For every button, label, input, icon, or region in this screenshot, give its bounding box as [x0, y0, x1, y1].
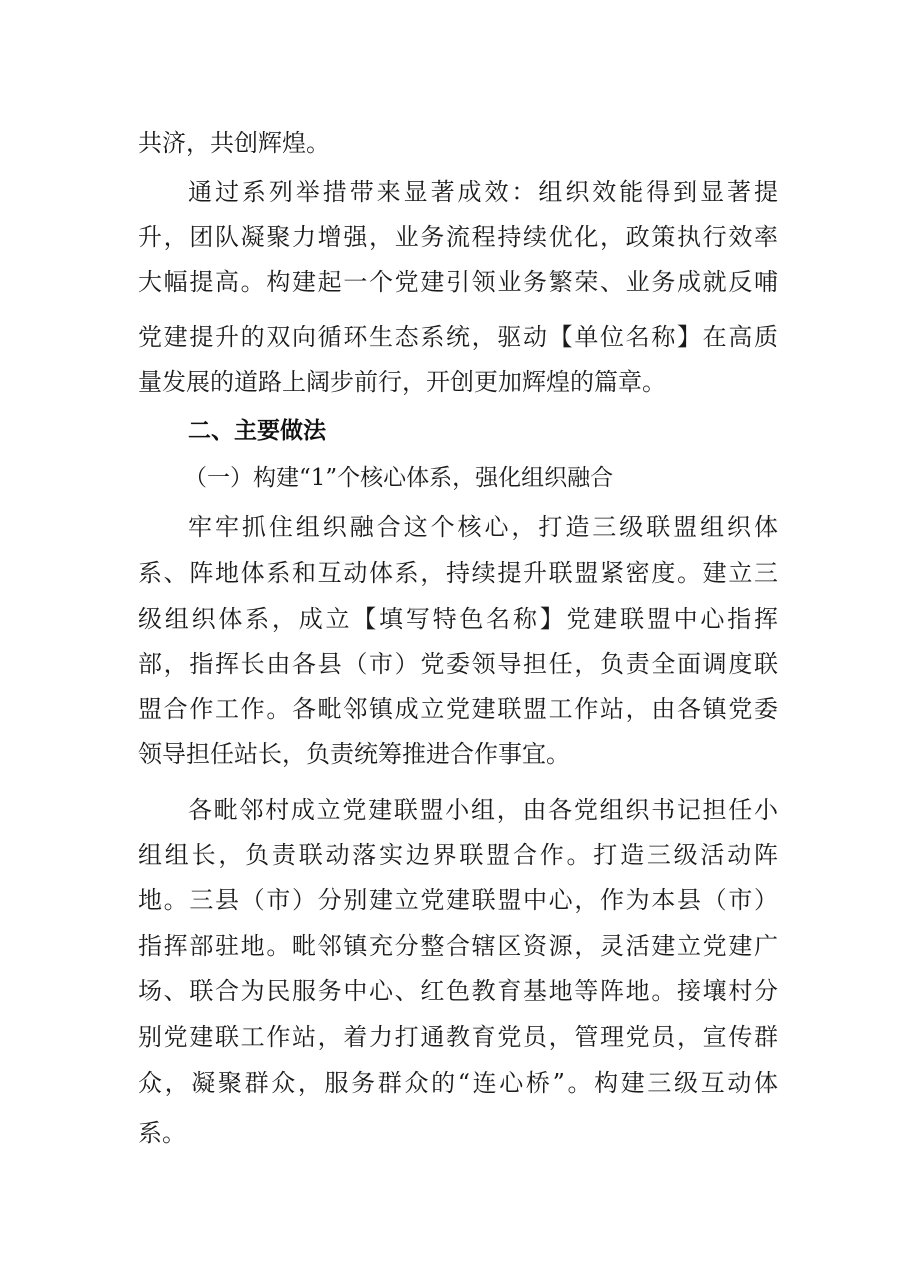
paragraph-line: 系、阵地体系和互动体系，持续提升联盟紧密度。建立三	[138, 559, 778, 587]
paragraph-line: 量发展的道路上阔步前行，开创更加辉煌的篇章。	[138, 368, 666, 396]
paragraph-line: 别党建联工作站，着力打通教育党员，管理党员，宣传群	[138, 1023, 778, 1051]
paragraph-line: 场、联合为民服务中心、红色教育基地等阵地。接壤村分	[138, 977, 778, 1005]
paragraph-line: 地。三县（市）分别建立党建联盟中心，作为本县（市）	[138, 886, 778, 914]
paragraph-line: 各毗邻村成立党建联盟小组，由各党组织书记担任小	[188, 796, 778, 824]
paragraph-line: 盟合作工作。各毗邻镇成立党建联盟工作站，由各镇党委	[138, 695, 778, 723]
subsection-heading: （一）构建“1”个核心体系，强化组织融合	[184, 465, 614, 491]
paragraph-line: 共济，共创辉煌。	[138, 129, 330, 157]
paragraph-line: 系。	[138, 1119, 186, 1147]
paragraph-line: 升，团队凝聚力增强，业务流程持续优化，政策执行效率	[138, 223, 778, 251]
paragraph-line: 组组长，负责联动落实边界联盟合作。打造三级活动阵	[138, 841, 778, 869]
paragraph-line: 牢牢抓住组织融合这个核心，打造三级联盟组织体	[188, 513, 778, 541]
paragraph-line: 领导担任站长，负责统筹推进合作事宜。	[138, 740, 570, 768]
paragraph-line: 指挥部驻地。毗邻镇充分整合辖区资源，灵活建立党建广	[138, 932, 778, 960]
section-heading: 二、主要做法	[188, 418, 326, 444]
paragraph-line: 通过系列举措带来显著成效：组织效能得到显著提	[188, 178, 778, 206]
paragraph-line: 大幅提高。构建起一个党建引领业务繁荣、业务成就反哺	[138, 268, 778, 296]
paragraph-line: 部，指挥长由各县（市）党委领导担任，负责全面调度联	[138, 650, 778, 678]
paragraph-line: 众，凝聚群众，服务群众的“连心桥”。构建三级互动体	[138, 1069, 778, 1097]
paragraph-line: 级组织体系，成立【填写特色名称】党建联盟中心指挥	[138, 605, 778, 633]
paragraph-line: 党建提升的双向循环生态系统，驱动【单位名称】在高质	[138, 323, 778, 351]
